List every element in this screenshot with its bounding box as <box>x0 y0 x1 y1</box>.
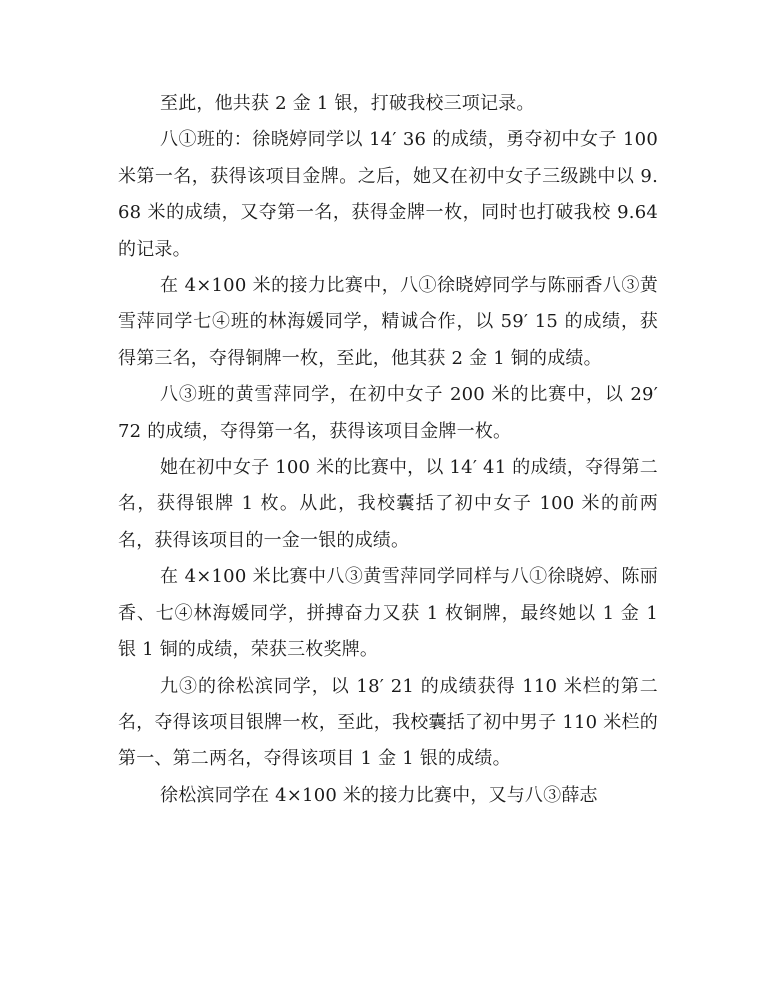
paragraph-5: 她在初中女子 100 米的比赛中，以 14′ 41 的成绩，夺得第二名，获得银牌 1 枚。从此，我校囊括了初中女子 100 米的前两名，获得该项目的一金一银的成绩。 <box>118 457 658 551</box>
paragraph-2: 八①班的：徐晓婷同学以 14′ 36 的成绩，勇夺初中女子 100 米第一名，获得该项目金牌。之后，她又在初中女子三级跳中以 9.68 米的成绩，又夺第一名，获得金牌一枚，同时也打破我校 9.64 的记录。 <box>118 129 658 260</box>
paragraph-8: 徐松滨同学在 4×100 米的接力比赛中，又与八③薛志 <box>160 784 598 806</box>
paragraph-3: 在 4×100 米的接力比赛中，八①徐晓婷同学与陈丽香八③黄雪萍同学七④班的林海媛同学，精诚合作，以 59′ 15 的成绩，获得第三名，夺得铜牌一枚，至此，他其获 2 金 1 铜的成绩。 <box>118 275 658 369</box>
paragraph-4: 八③班的黄雪萍同学，在初中女子 200 米的比赛中，以 29′ 72 的成绩，夺得第一名，获得该项目金牌一枚。 <box>118 384 658 442</box>
paragraph-1: 至此，他共获 2 金 1 银，打破我校三项记录。 <box>160 93 535 114</box>
paragraph-7: 九③的徐松滨同学，以 18′ 21 的成绩获得 110 米栏的第二名，夺得该项目银牌一枚，至此，我校囊括了初中男子 110 米栏的第一、第二两名，夺得该项目 1 金 1 银的成绩。 <box>118 675 658 770</box>
paragraph-6: 在 4×100 米比赛中八③黄雪萍同学同样与八①徐晓婷、陈丽香、七④林海媛同学，拼搏奋力又获 1 枚铜牌，最终她以 1 金 1 银 1 铜的成绩，荣获三枚奖牌。 <box>118 566 658 661</box>
document-page <box>118 86 658 814</box>
